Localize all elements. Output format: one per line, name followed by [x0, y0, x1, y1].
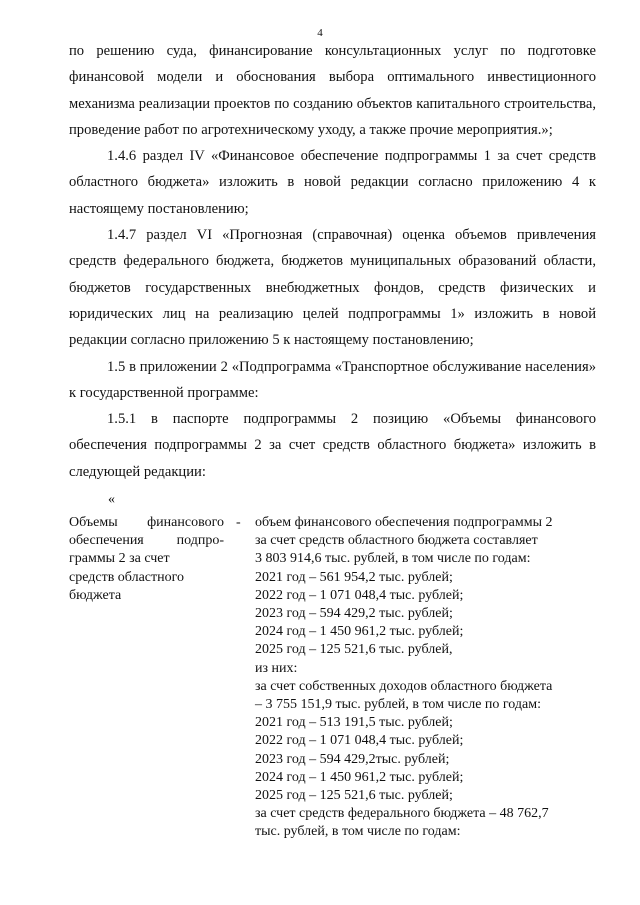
passport-value-line: – 3 755 151,9 тыс. рублей, в том числе по годам:	[255, 697, 541, 713]
paragraph-1-5: 1.5 в приложении 2 «Подпрограмма «Транспортное обслуживание населения» к государственной программе:	[69, 358, 596, 401]
passport-value-line: 3 803 914,6 тыс. рублей, в том числе по годам:	[255, 551, 531, 567]
passport-dash: -	[236, 515, 241, 530]
passport-label-column	[69, 514, 224, 605]
passport-value-line: 2025 год – 125 521,6 тыс. рублей;	[255, 788, 453, 804]
passport-label-line: граммы 2 за счет	[69, 551, 170, 567]
paragraph-1-4-6: 1.4.6 раздел IV «Финансовое обеспечение подпрограммы 1 за счет средств областного бюджета» изложить в новой редакции согласно приложению 4 к настоящему постановлению;	[69, 148, 596, 217]
passport-value-line: 2023 год – 594 429,2тыс. рублей;	[255, 751, 450, 767]
passport-value-line: 2022 год – 1 071 048,4 тыс. рублей;	[255, 733, 464, 749]
paragraph-continuation: по решению суда, финансирование консультационных услуг по подготовке финансовой модели и обоснования выбора оптимального инвестиционного механизма реализации проектов по созданию объектов капитального строительства, проведение работ по агротехническому уходу, а также прочие мероприятия.»;	[69, 43, 596, 138]
passport-value-line: объем финансового обеспечения подпрограммы 2	[255, 515, 553, 530]
passport-value-line: 2024 год – 1 450 961,2 тыс. рублей;	[255, 624, 464, 640]
passport-value-line: за счет средств областного бюджета составляет	[255, 533, 538, 549]
passport-value-line: тыс. рублей, в том числе по годам:	[255, 824, 461, 840]
document-body	[69, 38, 596, 485]
passport-value-line: за счет собственных доходов областного бюджета	[255, 678, 553, 694]
opening-quote: «	[108, 492, 115, 507]
passport-value-line: из них:	[255, 660, 298, 676]
passport-value-line: 2021 год – 561 954,2 тыс. рублей;	[255, 569, 453, 585]
passport-value-line: за счет средств федерального бюджета – 48 762,7	[255, 806, 549, 822]
passport-label-line: Объемы финансового	[69, 515, 224, 530]
passport-value-column	[255, 514, 599, 842]
paragraph-1-5-1: 1.5.1 в паспорте подпрограммы 2 позицию «Объемы финансового обеспечения подпрограммы 2 за счет средств областного бюджета» изложить в следующей редакции:	[69, 411, 596, 480]
passport-value-line: 2022 год – 1 071 048,4 тыс. рублей;	[255, 587, 464, 603]
paragraph-1-4-7: 1.4.7 раздел VI «Прогнозная (справочная) оценка объемов привлечения средств федерального бюджета, бюджетов муниципальных образований области, бюджетов государственных внебюджетных фондов, средств физических и юридических лиц на реализацию целей подпрограммы 1» изложить в новой редакции согласно приложению 5 к настоящему постановлению;	[69, 227, 596, 349]
passport-value-line: 2021 год – 513 191,5 тыс. рублей;	[255, 715, 453, 731]
passport-value-line: 2024 год – 1 450 961,2 тыс. рублей;	[255, 769, 464, 785]
passport-label-line: бюджета	[69, 587, 122, 603]
passport-label-line: обеспечения подпро-	[69, 533, 224, 549]
passport-value-line: 2025 год – 125 521,6 тыс. рублей,	[255, 642, 453, 658]
passport-value-line: 2023 год – 594 429,2 тыс. рублей;	[255, 606, 453, 622]
page-number: 4	[317, 27, 323, 39]
passport-label-line: средств областного	[69, 569, 185, 585]
